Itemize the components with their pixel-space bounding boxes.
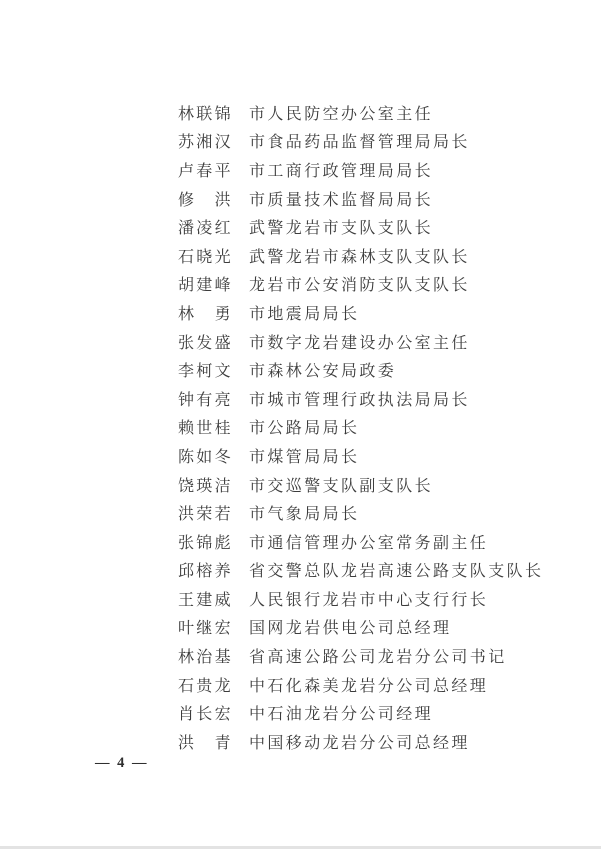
official-title: 市城市管理行政执法局局长 (249, 391, 470, 409)
official-name: 潘凌红 (178, 220, 233, 238)
roster-row (178, 698, 578, 727)
official-title: 龙岩市公安消防支队支队长 (249, 277, 470, 295)
official-name: 石贵龙 (178, 677, 233, 695)
official-name: 胡建峰 (178, 277, 233, 295)
roster-row (178, 384, 578, 413)
roster-row (178, 441, 578, 470)
official-title: 市质量技术监督局局长 (249, 191, 434, 209)
official-title: 人民银行龙岩市中心支行行长 (249, 591, 489, 609)
official-name: 林联锦 (178, 105, 233, 123)
official-title: 市煤管局局长 (249, 448, 360, 466)
official-name: 林 勇 (178, 305, 233, 323)
official-title: 市通信管理办公室常务副主任 (249, 534, 489, 552)
official-title: 市交巡警支队副支队长 (249, 477, 434, 495)
official-name: 洪 青 (178, 734, 233, 752)
roster-row (178, 584, 578, 613)
roster-row (178, 155, 578, 184)
official-title: 市森林公安局政委 (249, 363, 397, 381)
roster-row (178, 527, 578, 556)
roster-row (178, 556, 578, 585)
official-name: 钟有亮 (178, 391, 233, 409)
official-title: 国网龙岩供电公司总经理 (249, 620, 452, 638)
official-title: 中国移动龙岩分公司总经理 (249, 734, 470, 752)
roster-row (178, 641, 578, 670)
roster-row (178, 670, 578, 699)
official-name: 肖长宏 (178, 706, 233, 724)
roster-row (178, 184, 578, 213)
roster-row (178, 241, 578, 270)
official-name: 林治基 (178, 649, 233, 667)
official-title: 市工商行政管理局局长 (249, 162, 434, 180)
roster-row (178, 470, 578, 499)
roster-row (178, 355, 578, 384)
official-title: 中石油龙岩分公司经理 (249, 706, 434, 724)
official-title: 武警龙岩市森林支队支队长 (249, 248, 470, 266)
official-name: 李柯文 (178, 363, 233, 381)
official-title: 市地震局局长 (249, 305, 360, 323)
official-name: 修 洪 (178, 191, 233, 209)
official-title: 市气象局局长 (249, 506, 360, 524)
official-title: 中石化森美龙岩分公司总经理 (249, 677, 489, 695)
official-name: 陈如冬 (178, 448, 233, 466)
official-name: 卢春平 (178, 162, 233, 180)
official-title: 市食品药品监督管理局局长 (249, 134, 470, 152)
official-title: 市数字龙岩建设办公室主任 (249, 334, 470, 352)
official-title: 省高速公路公司龙岩分公司书记 (249, 649, 507, 667)
page-number: — 4 — (95, 755, 149, 771)
roster-row (178, 270, 578, 299)
official-name: 王建威 (178, 591, 233, 609)
official-title: 武警龙岩市支队支队长 (249, 220, 434, 238)
roster-row (178, 727, 578, 756)
official-name: 石晓光 (178, 248, 233, 266)
officials-roster-list (178, 98, 578, 756)
official-name: 洪荣若 (178, 506, 233, 524)
roster-row (178, 498, 578, 527)
roster-row (178, 98, 578, 127)
official-title: 省交警总队龙岩高速公路支队支队长 (249, 563, 544, 581)
official-title: 市人民防空办公室主任 (249, 105, 434, 123)
roster-row (178, 298, 578, 327)
official-name: 赖世桂 (178, 420, 233, 438)
official-name: 张发盛 (178, 334, 233, 352)
official-title: 市公路局局长 (249, 420, 360, 438)
official-name: 叶继宏 (178, 620, 233, 638)
roster-row (178, 212, 578, 241)
official-name: 张锦彪 (178, 534, 233, 552)
roster-row (178, 413, 578, 442)
official-name: 邱榕养 (178, 563, 233, 581)
roster-row (178, 613, 578, 642)
official-name: 苏湘汉 (178, 134, 233, 152)
roster-row (178, 327, 578, 356)
roster-row (178, 127, 578, 156)
official-name: 饶瑛洁 (178, 477, 233, 495)
